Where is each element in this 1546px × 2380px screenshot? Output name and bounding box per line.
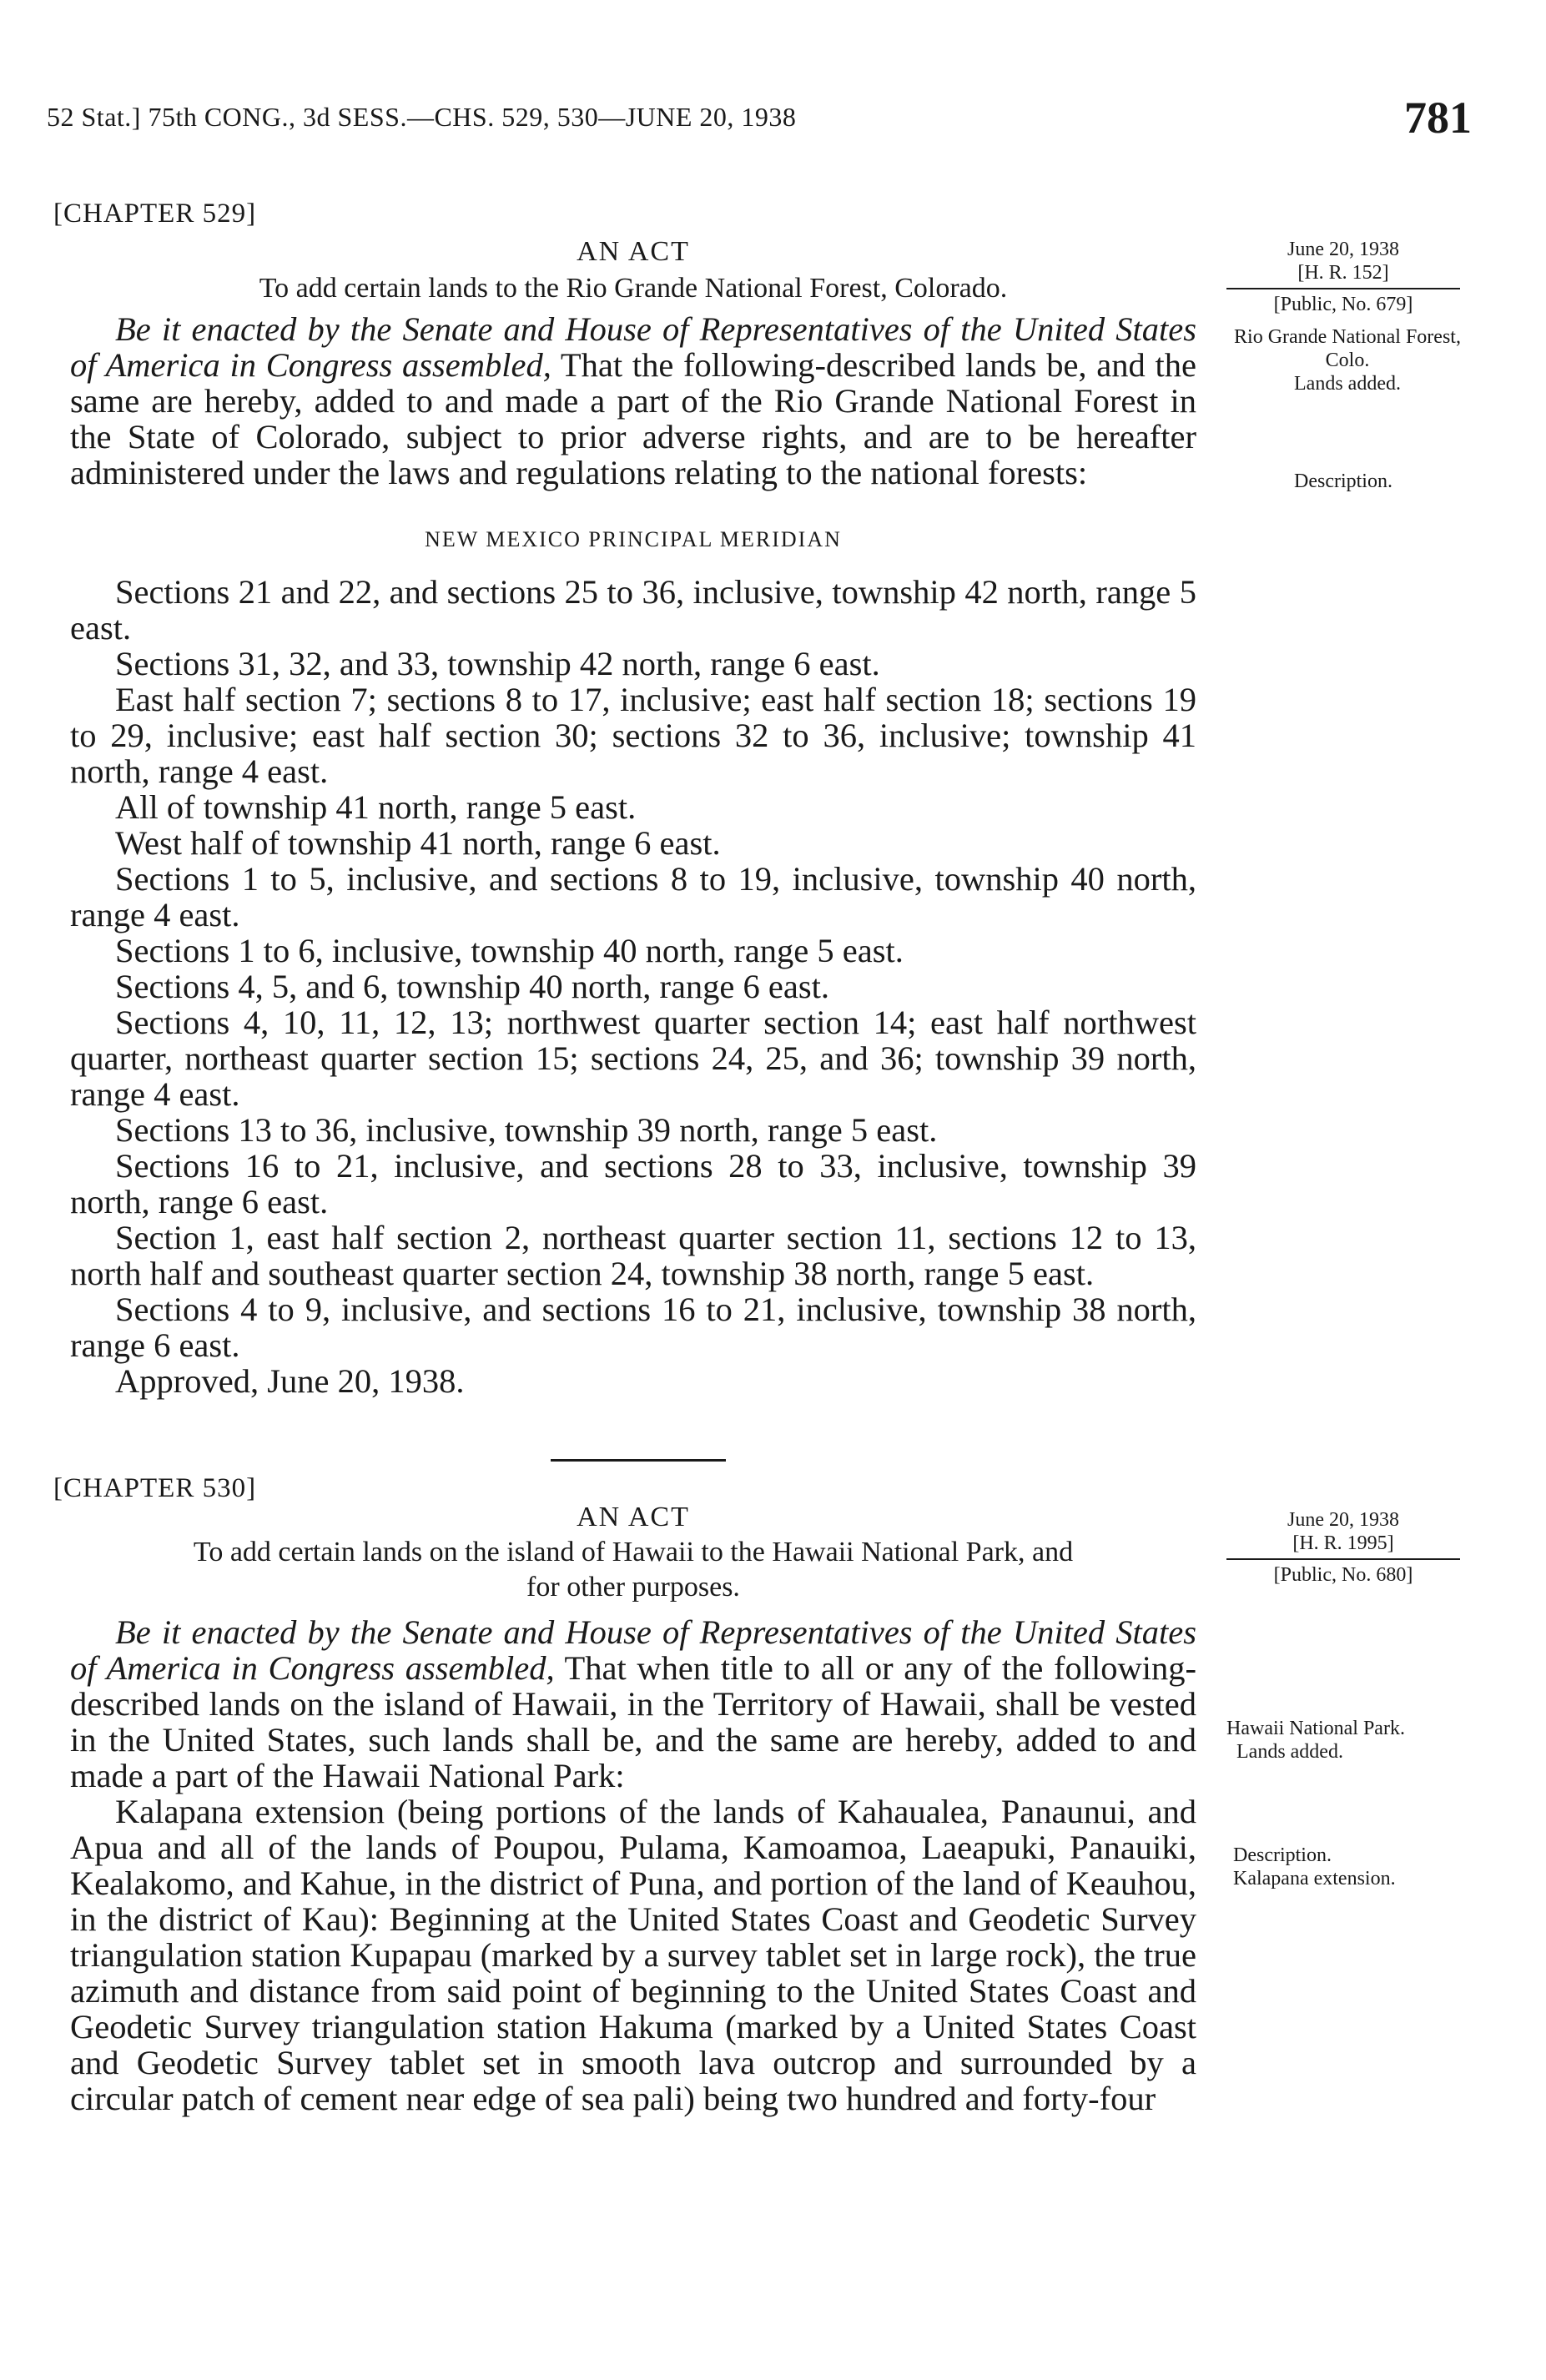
section-entry: West half of township 41 north, range 6 east. xyxy=(115,824,721,862)
ch530-margin-date: June 20, 1938 xyxy=(1287,1509,1399,1531)
ch529-margin-description: Description. xyxy=(1294,470,1392,492)
ch530-kalapana-paragraph: Kalapana extension (being portions of the lands of Kahaualea, Panaunui, and Apua and all of the lands of Poupou, Pulama, Kamoamoa, Laeapuki, Panauiki, Kealakomo, and Kahue, in the district of Puna, and portion of the land of Keauhou, in the district of Kau): Beginning at the United States Coast and Geodetic Survey triangulation station Kupapau (marked by a survey tablet set in large rock), the true azimuth and distance from said point of beginning to the United States Coast and Geodetic Survey triangulation station Hakuma (marked by a United States Coast and Geodetic Survey tablet set in smooth lava outcrop and surrounded by a circular patch of cement near edge of sea pali) being two hundred and forty-four xyxy=(70,1793,1196,2117)
ch530-act-title-line2: for other purposes. xyxy=(526,1572,740,1603)
ch530-margin-bill: [H. R. 1995] xyxy=(1292,1532,1394,1554)
section-entry: East half section 7; sections 8 to 17, inclusive; east half section 18; sections 19 to 29, inclusive; east half section 30; sections 32 to 36, inclusive; township 41 north, range 4 east. xyxy=(70,681,1196,790)
section-entry: Sections 13 to 36, inclusive, township 39 north, range 5 east. xyxy=(115,1111,938,1149)
ch529-margin-citation xyxy=(1226,238,1460,316)
ch530-margin-kalapana: Kalapana extension. xyxy=(1233,1868,1396,1889)
section-entry: Sections 4, 10, 11, 12, 13; northwest quarter section 14; east half northwest quarter, northeast quarter section 15; sections 24, 25, and 36; township 39 north, range 4 east. xyxy=(70,1004,1196,1113)
ch530-enacting-rest: That when title to all or any of the following-described lands on the island of Hawaii, in the Territory of Hawaii, shall be vested in the United States, such lands shall be, and the same are hereby, added to and made a part of the Hawaii National Park: xyxy=(70,1649,1196,1794)
ch529-approved: Approved, June 20, 1938. xyxy=(115,1362,465,1400)
meridian-heading: NEW MEXICO PRINCIPAL MERIDIAN xyxy=(425,527,842,551)
ch530-margin-topic-line2: Lands added. xyxy=(1236,1741,1343,1763)
ch530-margin-topic-line1: Hawaii National Park. xyxy=(1226,1718,1405,1739)
ch529-margin-public: [Public, No. 679] xyxy=(1226,288,1460,316)
ch529-enacting-clause xyxy=(70,311,1196,491)
ch530-act-heading: AN ACT xyxy=(577,1502,690,1532)
ch529-act-title: To add certain lands to the Rio Grande National Forest, Colorado. xyxy=(259,273,1008,304)
ch530-margin-topic xyxy=(1226,1717,1477,1764)
section-entry: Sections 1 to 5, inclusive, and sections 8 to 19, inclusive, township 40 north, range 4 east. xyxy=(70,860,1196,933)
chapter-divider xyxy=(551,1459,726,1462)
ch530-enacting-clause xyxy=(70,1614,1196,2116)
ch530-act-title xyxy=(70,1535,1196,1605)
ch529-margin-topic-line1: Rio Grande National Forest, Colo. xyxy=(1234,326,1461,371)
ch530-margin-description-block xyxy=(1233,1844,1483,1890)
ch529-margin-bill: [H. R. 152] xyxy=(1297,262,1389,284)
ch529-margin-topic xyxy=(1222,325,1473,395)
ch529-act-heading: AN ACT xyxy=(577,236,690,267)
ch530-margin-citation xyxy=(1226,1508,1460,1587)
section-entry: Sections 1 to 6, inclusive, township 40 north, range 5 east. xyxy=(115,932,904,969)
section-entry: Sections 4 to 9, inclusive, and sections 16 to 21, inclusive, township 38 north, range 6 east. xyxy=(70,1291,1196,1364)
section-entry: Sections 31, 32, and 33, township 42 north, range 6 east. xyxy=(115,645,880,682)
section-entry: All of township 41 north, range 5 east. xyxy=(115,788,637,826)
ch529-margin-date: June 20, 1938 xyxy=(1287,239,1399,260)
ch529-margin-topic-line2: Lands added. xyxy=(1294,373,1401,395)
ch530-enacting-italic: Be it enacted by the Senate and House of Representatives of the United States of America in Congress assembled, xyxy=(70,1613,1196,1687)
section-entry: Sections 4, 5, and 6, township 40 north, range 6 east. xyxy=(115,968,829,1005)
ch529-enacting-italic: Be it enacted by the Senate and House of Representatives of the United States of America in Congress assembled, xyxy=(70,310,1196,384)
chapter-530-label: [CHAPTER 530] xyxy=(53,1473,257,1503)
ch529-sections-list xyxy=(70,574,1196,1399)
chapter-529-label: [CHAPTER 529] xyxy=(53,199,257,229)
section-entry: Sections 21 and 22, and sections 25 to 36, inclusive, township 42 north, range 5 east. xyxy=(70,573,1196,647)
running-head: 52 Stat.] 75th CONG., 3d SESS.—CHS. 529, 530—JUNE 20, 1938 xyxy=(47,102,797,132)
ch530-act-title-line1: To add certain lands on the island of Hawaii to the Hawaii National Park, and xyxy=(193,1537,1074,1567)
running-header xyxy=(47,93,1472,148)
section-entry: Sections 16 to 21, inclusive, and sections 28 to 33, inclusive, township 39 north, range 6 east. xyxy=(70,1147,1196,1220)
page-number: 781 xyxy=(1404,93,1472,143)
section-entry: Section 1, east half section 2, northeast quarter section 11, sections 12 to 13, north half and southeast quarter section 24, township 38 north, range 5 east. xyxy=(70,1219,1196,1292)
ch529-enacting-rest: That the following-described lands be, and the same are hereby, added to and made a part of the Rio Grande National Forest in the State of Colorado, subject to prior adverse rights, and are to be hereafter administered under the laws and regulations relating to the national forests: xyxy=(70,346,1196,491)
ch530-margin-description: Description. xyxy=(1233,1844,1332,1866)
ch530-enacting-paragraph xyxy=(70,1614,1196,1794)
ch529-enacting-paragraph xyxy=(70,311,1196,491)
ch530-margin-public: [Public, No. 680] xyxy=(1226,1558,1460,1587)
